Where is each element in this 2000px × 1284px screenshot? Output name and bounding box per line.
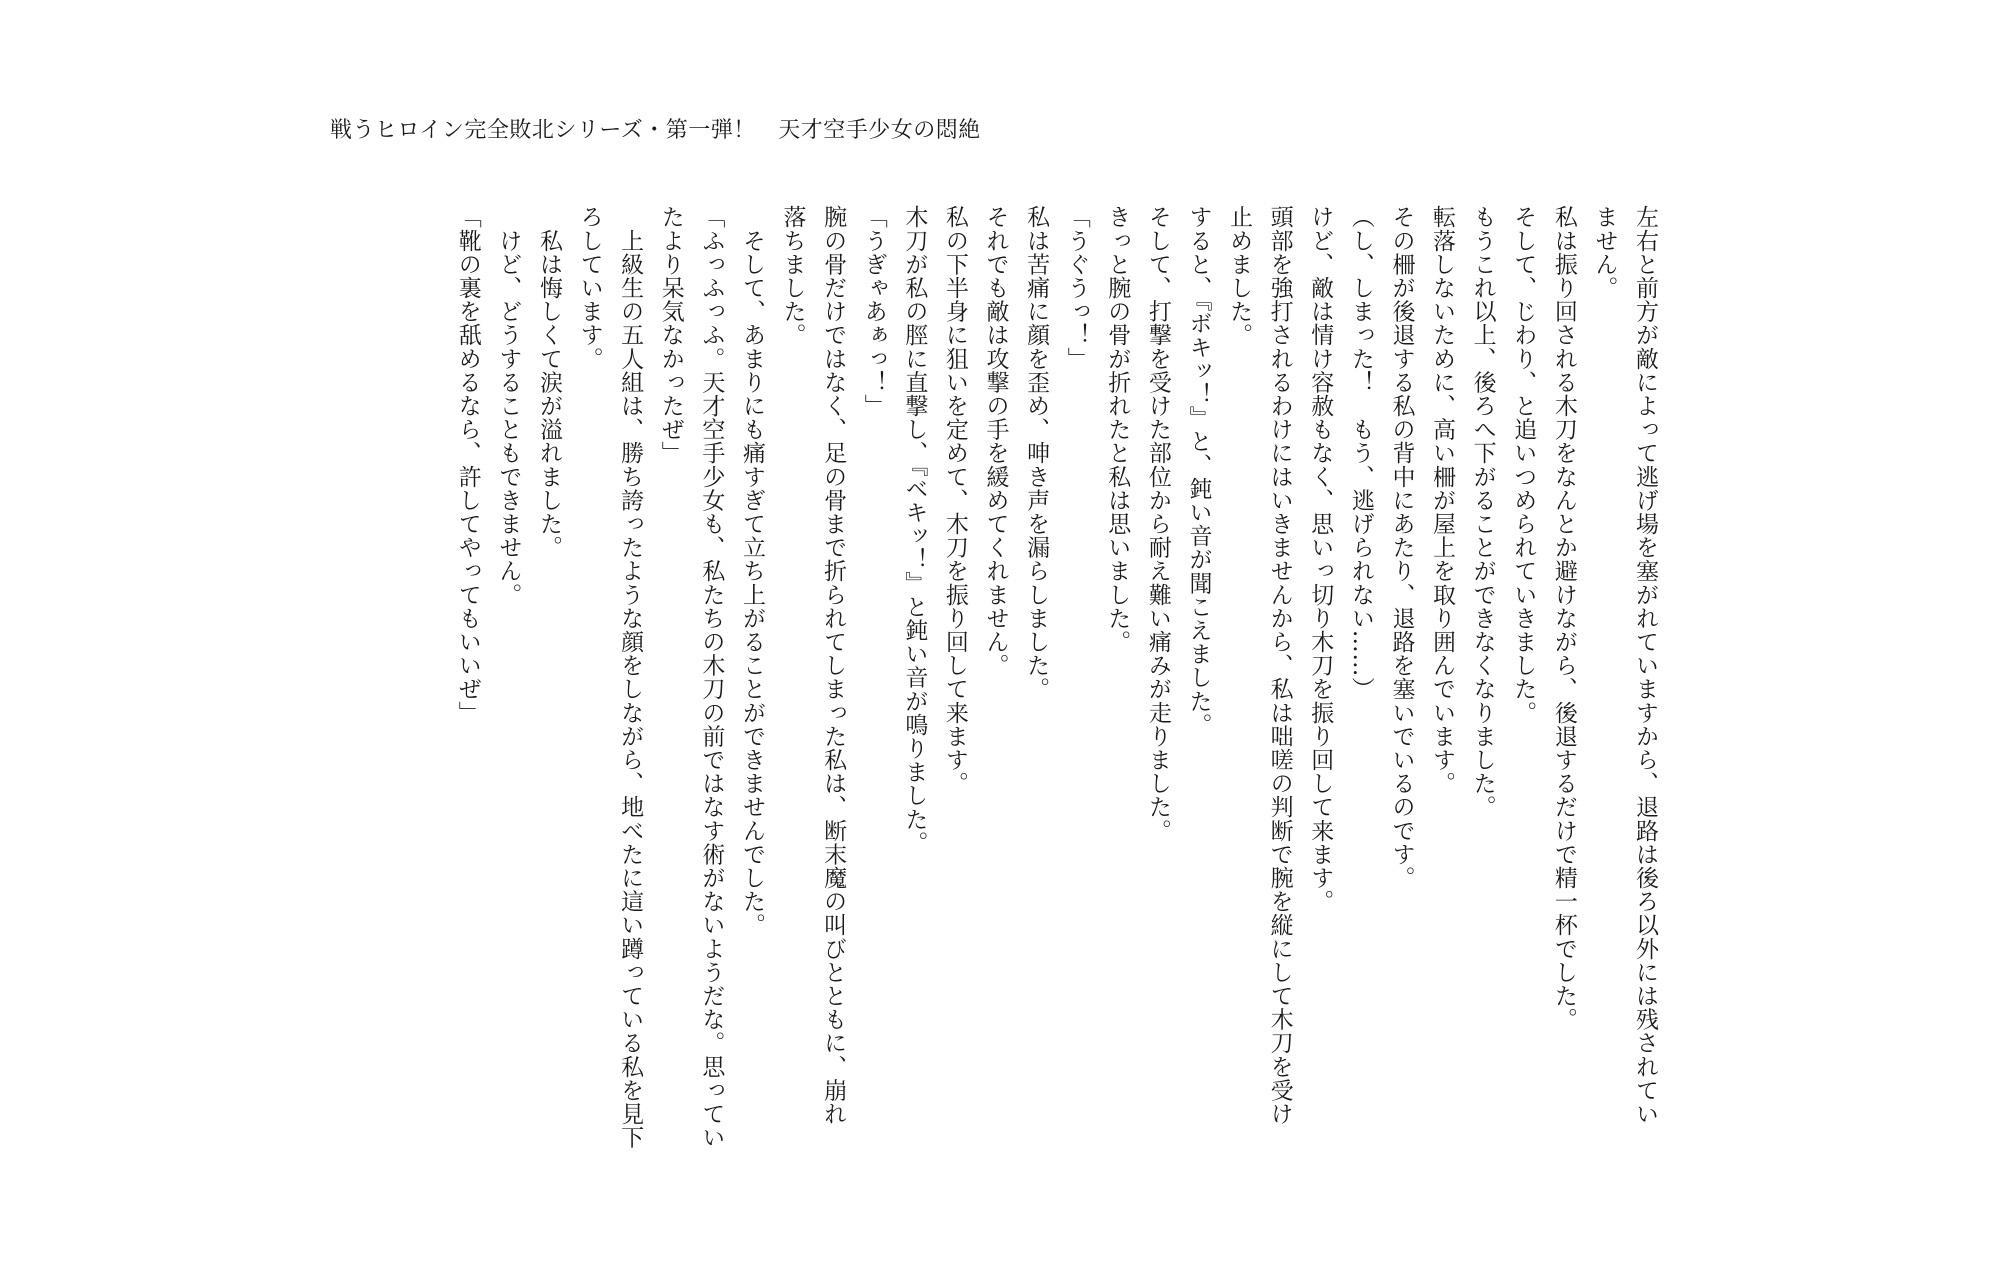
text-line: 「ふっふっふ。天才空手少女も、私たちの木刀の前ではなす術がないようだな。思ってい xyxy=(698,205,725,1149)
text-line: 上級生の五人組は、勝ち誇ったような顔をしながら、地べたに這い蹲っている私を見下 xyxy=(617,205,644,1149)
text-line: もうこれ以上、後ろへ下がることができなくなりました。 xyxy=(1469,205,1496,819)
text-line: 「靴の裏を舐めるなら、許してやってもいいぜ」 xyxy=(454,205,481,725)
text-line: その柵が後退する私の背中にあたり、退路を塞いでいるのです。 xyxy=(1388,205,1415,890)
text-line: そして、打撃を受けた部位から耐え難い痛みが走りました。 xyxy=(1144,205,1171,843)
text-line: そして、じわり、と追いつめられていきました。 xyxy=(1510,205,1537,725)
text-line: 転落しないために、高い柵が屋上を取り囲んでいます。 xyxy=(1429,205,1456,795)
text-line: 私は振り回される木刀をなんとか避けながら、後退するだけで精一杯でした。 xyxy=(1550,205,1577,1031)
text-line: 「うぐうっ！」 xyxy=(1063,205,1090,371)
text-line: 腕の骨だけではなく、足の骨まで折られてしまった私は、断末魔の叫びとともに、崩れ xyxy=(820,205,847,1126)
text-line: けど、どうすることもできません。 xyxy=(495,205,522,607)
text-line: それでも敵は攻撃の手を緩めてくれません。 xyxy=(982,205,1009,677)
text-line: 木刀が私の脛に直撃し、『ベキッ！』と鈍い音が鳴りました。 xyxy=(901,205,928,855)
text-line: 私は苦痛に顔を歪め、呻き声を漏らしました。 xyxy=(1023,205,1050,701)
text-line: たより呆気なかったぜ」 xyxy=(657,205,684,465)
text-line: ろしています。 xyxy=(576,205,603,371)
text-line: 「うぎゃあぁっ！」 xyxy=(860,205,887,418)
text-line: 左右と前方が敵によって逃げ場を塞がれていますから、退路は後ろ以外には残されてい xyxy=(1632,205,1658,1126)
text-line: 私は悔しくて涙が溢れました。 xyxy=(535,205,562,559)
text-line: 頭部を強打されるわけにはいきませんから、私は咄嗟の判断で腕を縦にして木刀を受け xyxy=(1266,205,1293,1126)
text-line: きっと腕の骨が折れたと私は思いました。 xyxy=(1104,205,1131,654)
text-line: 止めました。 xyxy=(1226,205,1253,347)
text-line: 私の下半身に狙いを定めて、木刀を振り回して来ます。 xyxy=(941,205,968,795)
page-title: 戦うヒロイン完全敗北シリーズ・第一弾！ 天才空手少女の悶絶 xyxy=(330,118,981,143)
text-line: 落ちました。 xyxy=(779,205,806,347)
text-line: ません。 xyxy=(1591,205,1618,300)
text-line: けど、敵は情け容赦もなく、思いっ切り木刀を振り回して来ます。 xyxy=(1307,205,1334,913)
text-line: そして、あまりにも痛すぎて立ち上がることができませんでした。 xyxy=(738,205,765,937)
body-text xyxy=(447,205,1665,1149)
text-line: （し、しまった！ もう、逃げられない……） xyxy=(1347,205,1374,701)
text-line: すると、『ボキッ！』と、鈍い音が聞こえました。 xyxy=(1185,205,1212,737)
